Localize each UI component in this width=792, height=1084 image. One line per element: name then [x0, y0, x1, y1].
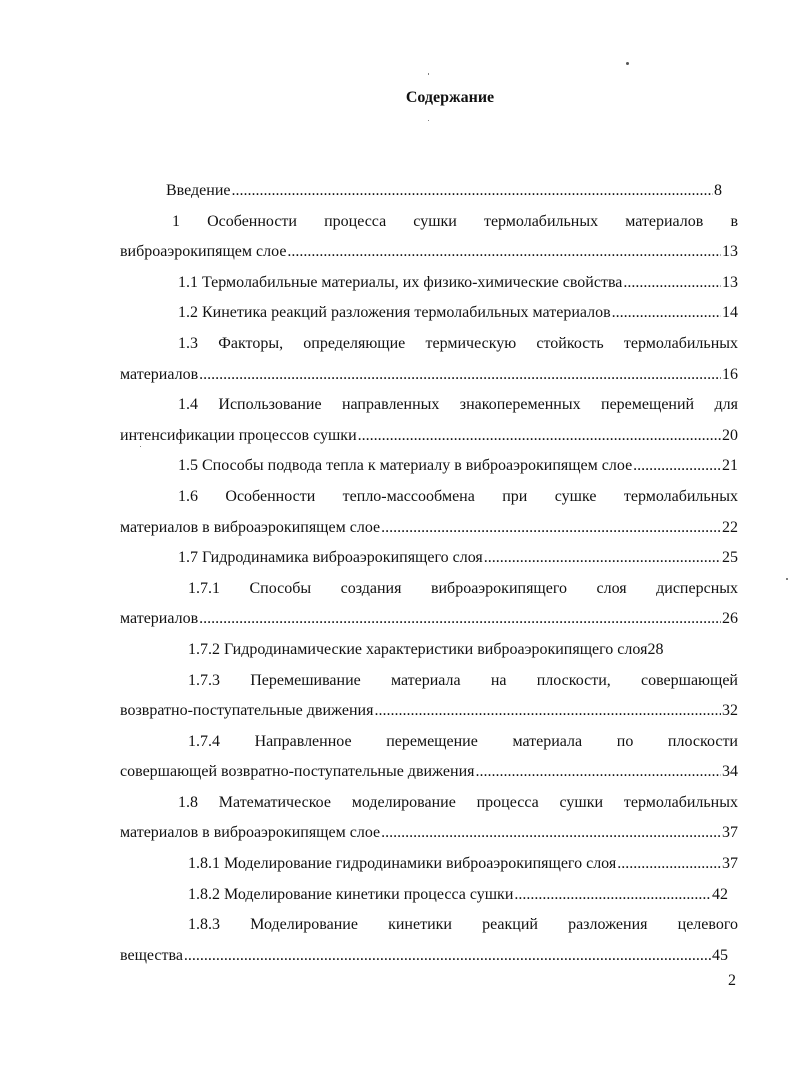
toc-leader-dots	[199, 360, 721, 391]
toc-entry-text-continued: совершающей возвратно-поступательные движения	[120, 763, 475, 781]
toc-entry-text: 1.4 Использование направленных знакопеременных перемещений для	[178, 396, 738, 414]
toc-page-number: 21	[722, 457, 738, 475]
toc-leader-dots	[374, 696, 721, 727]
toc-page-number: 37	[722, 855, 738, 873]
toc-entry-text: 1.1 Термолабильные материалы, их физико-химические свойства	[178, 273, 623, 291]
toc-entry-1-8-3[interactable]	[120, 910, 738, 971]
toc-entry-text: 1.5 Способы подвода тепла к материалу в виброаэрокипящем слое	[178, 457, 633, 475]
toc-page-number: 32	[722, 702, 738, 720]
toc-page-number: 26	[722, 610, 738, 628]
toc-entry-1-8-1[interactable]	[120, 849, 738, 880]
toc-entry-text-continued: виброаэрокипящем слое	[120, 243, 287, 261]
toc-entry-text: 1.8.3 Моделирование кинетики реакций разложения целевого	[188, 916, 738, 934]
toc-entry-text: 1.7.1 Способы создания виброаэрокипящего слоя дисперсных	[188, 579, 738, 597]
toc-leader-dots	[514, 880, 711, 911]
toc-entry-text: 1.6 Особенности тепло-массообмена при сушке термолабильных	[178, 487, 738, 505]
toc-leader-dots	[358, 421, 721, 452]
table-of-contents	[120, 176, 738, 971]
toc-entry-intro[interactable]	[120, 176, 738, 207]
toc-entry-text: 1.8 Математическое моделирование процесса сушки термолабильных	[178, 793, 738, 811]
toc-entry-1-8[interactable]	[120, 788, 738, 849]
toc-entry-text: 1.7.2 Гидродинамические характеристики виброаэрокипящего слоя	[188, 640, 648, 658]
toc-entry-1-6[interactable]	[120, 482, 738, 543]
scan-speck	[428, 120, 429, 121]
toc-leader-dots	[287, 237, 721, 268]
toc-entry-1-7-4[interactable]	[120, 727, 738, 788]
toc-entry-text-continued: материалов в виброаэрокипящем слое	[120, 518, 381, 536]
toc-page-number: 8	[714, 182, 722, 199]
toc-entry-1-4[interactable]	[120, 390, 738, 451]
toc-leader-dots	[232, 176, 714, 207]
toc-page-number: 22	[722, 518, 738, 536]
scan-speck	[428, 73, 429, 75]
toc-page-number: 13	[722, 273, 738, 291]
toc-entry-1-7[interactable]	[120, 543, 738, 574]
toc-entry-1-2[interactable]	[120, 298, 738, 329]
toc-page-number: 20	[722, 426, 738, 444]
toc-entry-1-3[interactable]	[120, 329, 738, 390]
toc-page-number: 25	[722, 549, 738, 567]
toc-entry-text-continued: материалов в виброаэрокипящем слое	[120, 824, 381, 842]
toc-leader-dots	[381, 513, 721, 544]
toc-entry-text-continued: возвратно-поступательные движения	[120, 702, 374, 720]
toc-entry-text: 1.3 Факторы, определяющие термическую стойкость термолабильных	[178, 334, 738, 352]
toc-entry-text: Введение	[166, 182, 231, 199]
toc-entry-text: 1.7.3 Перемешивание материала на плоскости, совершающей	[188, 671, 738, 689]
toc-leader-dots	[199, 604, 721, 635]
scan-speck	[626, 62, 629, 65]
toc-entry-text: 1.8.1 Моделирование гидродинамики виброаэрокипящего слоя	[188, 855, 617, 873]
toc-entry-1-8-2[interactable]	[120, 880, 738, 911]
toc-entry-text-continued: материалов	[120, 610, 199, 628]
toc-page-number: 34	[722, 763, 738, 781]
toc-page-number: 16	[722, 365, 738, 383]
toc-entry-text: 1.7.4 Направленное перемещение материала по плоскости	[188, 732, 738, 750]
toc-entry-text: 1 Особенности процесса сушки термолабильных материалов в	[172, 212, 738, 230]
toc-page-number: 42	[712, 885, 728, 903]
toc-entry-text-continued: материалов	[120, 365, 199, 383]
toc-leader-dots	[617, 849, 721, 880]
toc-entry-1-1[interactable]	[120, 268, 738, 299]
scan-speck	[786, 578, 788, 580]
toc-entry-text: 1.2 Кинетика реакций разложения термолабильных материалов	[178, 304, 611, 322]
toc-page-number: 45	[712, 946, 728, 964]
toc-page-number: 14	[722, 304, 738, 322]
toc-entry-1-5[interactable]	[120, 451, 738, 482]
toc-entry-1-7-3[interactable]	[120, 666, 738, 727]
page-number: 2	[728, 972, 736, 989]
toc-leader-dots	[623, 268, 721, 299]
toc-page-number: 13	[722, 243, 738, 261]
toc-leader-dots	[475, 757, 721, 788]
toc-page-number: 28	[647, 640, 664, 658]
toc-entry-text-continued: вещества	[120, 946, 183, 964]
toc-leader-dots	[381, 818, 721, 849]
toc-entry-1-7-1[interactable]	[120, 574, 738, 635]
toc-page-number: 37	[722, 824, 738, 842]
toc-leader-dots	[484, 543, 721, 574]
toc-leader-dots	[633, 451, 721, 482]
page-title: Содержание	[405, 89, 495, 106]
toc-entry-text: 1.7 Гидродинамика виброаэрокипящего слоя	[178, 549, 483, 567]
toc-leader-dots	[612, 298, 721, 329]
toc-entry-1-7-2[interactable]	[120, 635, 738, 666]
toc-entry-text-continued: интенсификации процессов сушки	[120, 426, 357, 444]
toc-entry-text: 1.8.2 Моделирование кинетики процесса сушки	[188, 885, 514, 903]
toc-entry-chapter-1[interactable]	[120, 207, 738, 268]
toc-leader-dots	[184, 941, 711, 972]
scan-speck	[140, 446, 141, 447]
